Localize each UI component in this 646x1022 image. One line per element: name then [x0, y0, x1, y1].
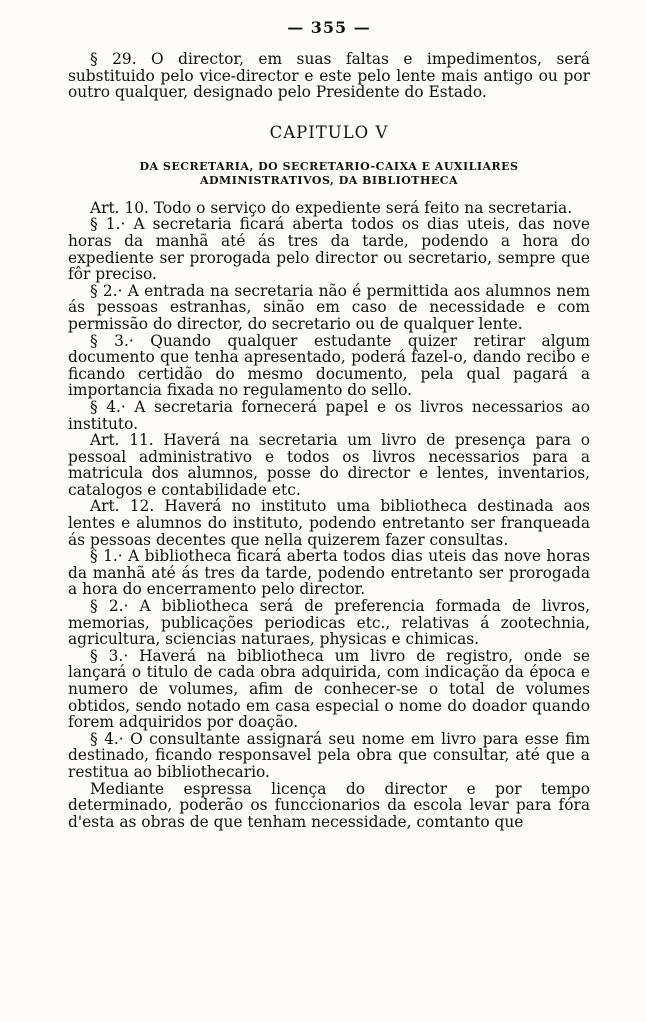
article-10: Art. 10. Todo o serviço do expediente será feito na secretaria.	[90, 198, 573, 217]
page-number: — 355 —	[287, 18, 371, 37]
paragraph-s29: § 29. O director, em suas faltas e impedimentos, será substituido pelo vice-director e este pelo lente mais antigo ou por outro qualquer, designado pelo Presidente do Estado.	[68, 50, 590, 102]
section-heading	[68, 160, 590, 188]
article-10-paragraph-3: § 3.· Quando qualquer estudante quizer retirar algum documento que tenha apresentado, poderá fazel-o, dando recibo e ficando certidão do mesmo documento, pela qual pagará a importancia fixada no regulamento do sello.	[68, 331, 590, 400]
article-10-paragraph-4: § 4.· A secretaria fornecerá papel e os livros necessarios ao instituto.	[68, 397, 590, 433]
article-12-paragraph-2: § 2.· A bibliotheca será de preferencia formada de livros, memorias, publicações periodicas etc., relativas á zootechnia, agricultura, sciencias naturaes, physicas e chimicas.	[68, 597, 590, 649]
final-paragraph: Mediante espressa licença do director e por tempo determinado, poderão os funccionarios da escola levar para fóra d'esta as obras de que tenham necessidade, comtanto que	[68, 779, 590, 831]
article-10-paragraph-2: § 2.· A entrada na secretaria não é permittida aos alumnos nem ás pessoas estranhas, sinão em caso de necessidade e com permissão do director, do secretario ou de qualquer lente.	[68, 281, 590, 333]
article-11: Art. 11. Haverá na secretaria um livro de presença para o pessoal administrativo e todos os livros necessarios para a matricula dos alumnos, posse do director e lentes, inventarios, catalogos e contabilidade etc.	[68, 431, 590, 499]
article-12: Art. 12. Haverá no instituto uma bibliotheca destinada aos lentes e alumnos do instituto, podendo entretanto ser franqueada ás pessoas decentes que nella quizerem fazer consultas.	[68, 497, 590, 549]
article-12-paragraph-3: § 3.· Haverá na bibliotheca um livro de registro, onde se lançará o titulo de cada obra adquirida, com indicação da época e numero de volumes, afim de conhecer-se o total de volumes obtidos, sendo notado em casa especial o nome do doador quando forem adquiridos por doação.	[68, 646, 590, 732]
article-10-paragraph-1: § 1.· A secretaria ficará aberta todos os dias uteis, das nove horas da manhã até ás tres da tarde, podendo a hora do expediente ser prorogada pelo director ou secretario, sempre que fôr preciso.	[68, 215, 590, 284]
section-heading-line-1: DA SECRETARIA, DO SECRETARIO-CAIXA E AUXILIARES	[139, 159, 519, 173]
section-heading-line-2: ADMINISTRATIVOS, DA BIBLIOTHECA	[199, 173, 459, 187]
article-12-paragraph-4: § 4.· O consultante assignará seu nome em livro para esse fim destinado, ficando responsavel pela obra que consultar, até que a restitua ao bibliothecario.	[68, 729, 590, 781]
article-12-paragraph-1: § 1.· A bibliotheca ficará aberta todos dias uteis das nove horas da manhã até ás tres da tarde, podendo entretanto ser prorogada a hora do encerramento pelo director.	[68, 547, 590, 599]
chapter-title: CAPITULO V	[269, 122, 389, 142]
